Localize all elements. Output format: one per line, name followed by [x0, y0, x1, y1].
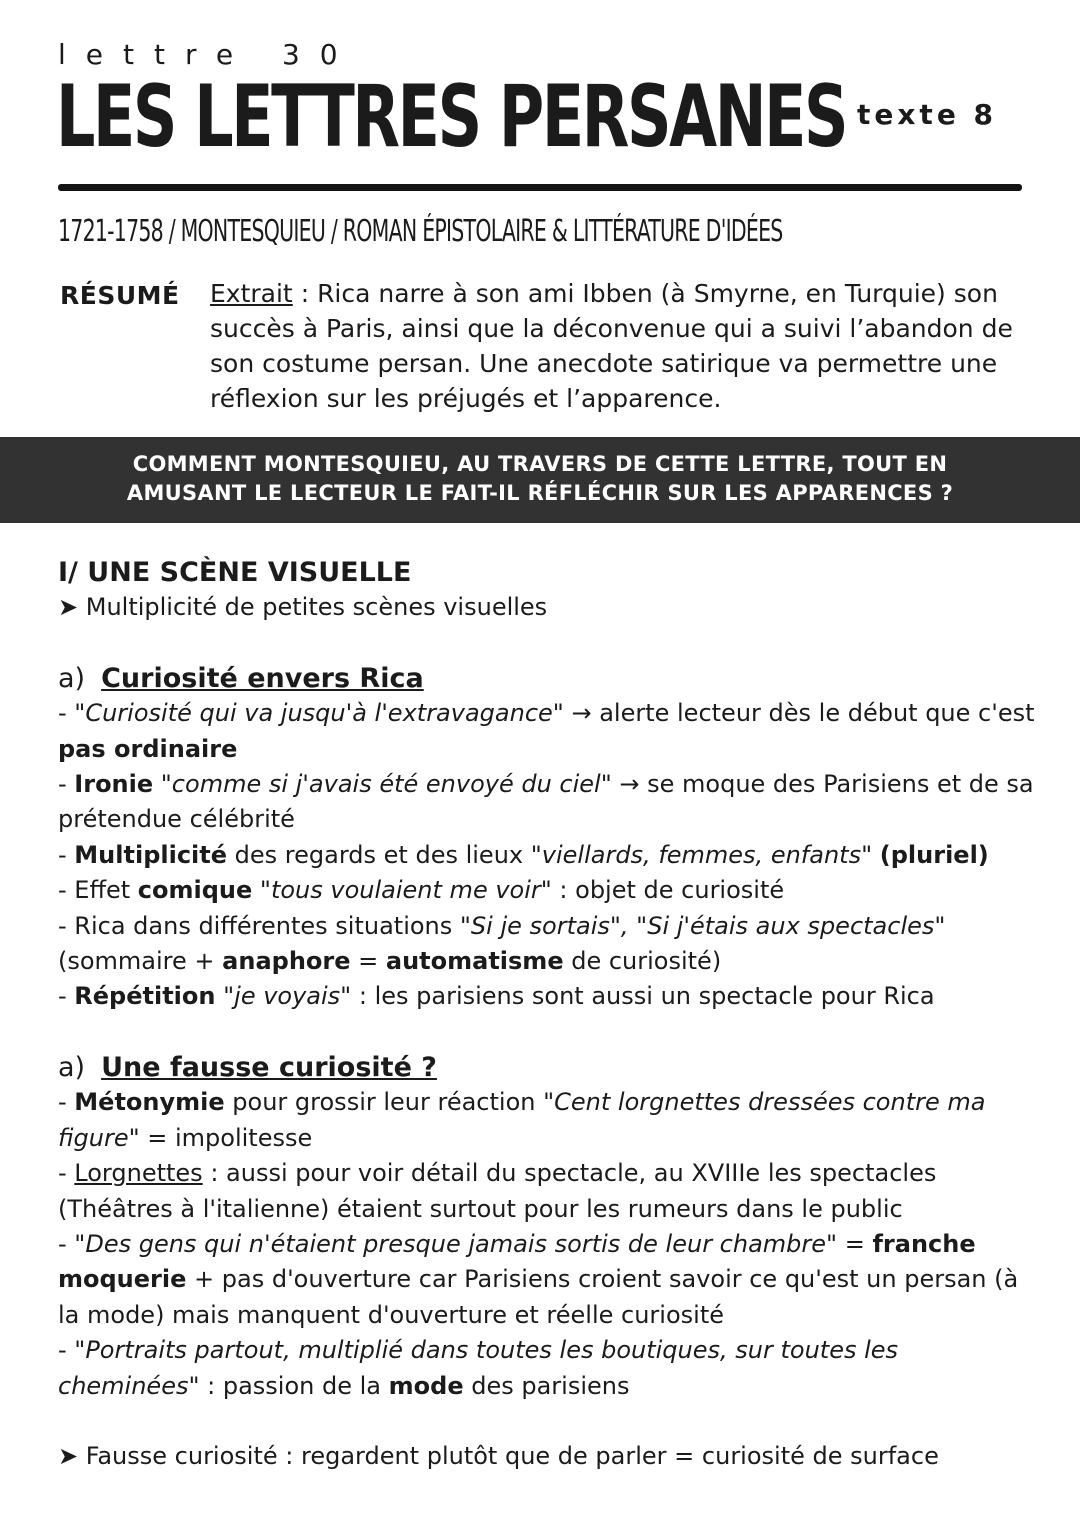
resume-body: : Rica narre à son ami Ibben (à Smyrne, en Turquie) son succès à Paris, ainsi que la déconvenue qui a suivi l’abandon de son costume persan. Une anecdote satirique va permettre une réflexion sur les préjugés et l’apparence.	[210, 279, 1013, 413]
note-line: - Effet comique "tous voulaient me voir" : objet de curiosité	[58, 876, 785, 905]
title-divider	[58, 184, 1022, 191]
note-line: - Multiplicité des regards et des lieux "viellards, femmes, enfants" (pluriel)	[58, 840, 989, 869]
resume-text	[210, 276, 1050, 416]
note-line: - "Portraits partout, multiplié dans toutes les boutiques, sur toutes les cheminées" : passion de la mode des parisiens	[58, 1336, 899, 1400]
work-metadata: 1721-1758 / MONTESQUIEU / ROMAN ÉPISTOLAIRE & LITTÉRATURE D'IDÉES	[58, 214, 783, 249]
section-conclusion: ➤ Fausse curiosité : regardent plutôt que de parler = curiosité de surface	[58, 1441, 939, 1470]
page-title: LES LETTRES PERSANES	[56, 67, 847, 167]
section-heading: I/ UNE SCÈNE VISUELLE	[58, 557, 412, 588]
problematic-line-1: COMMENT MONTESQUIEU, AU TRAVERS DE CETTE LETTRE, TOUT EN	[132, 452, 948, 476]
analysis-notes	[58, 555, 1043, 1474]
note-line: - "Des gens qui n'étaient presque jamais sortis de leur chambre" = franche moquerie + pas d'ouverture car Parisiens croient savoir ce qu'est un persan (à la mode) mais manquent d'ouverture et réelle curiosité	[58, 1229, 1019, 1329]
note-line: - Répétition "je voyais" : les parisiens sont aussi un spectacle pour Rica	[58, 982, 935, 1011]
extract-label: Extrait	[210, 279, 293, 308]
lettre-number: lettre 30	[58, 38, 358, 71]
note-line: - "Curiosité qui va jusqu'à l'extravagance" → alerte lecteur dès le début que c'est pas ordinaire	[58, 699, 1035, 763]
note-line: - Ironie "comme si j'avais été envoyé du ciel" → se moque des Parisiens et de sa prétendue célébrité	[58, 770, 1034, 834]
subsection-heading-b: a) Une fausse curiosité ?	[58, 1051, 437, 1083]
note-line: - Rica dans différentes situations "Si je sortais", "Si j'étais aux spectacles" (sommaire + anaphore = automatisme de curiosité)	[58, 911, 946, 976]
problematic-banner	[0, 437, 1080, 523]
section-intro: ➤ Multiplicité de petites scènes visuelles	[58, 593, 548, 622]
note-line: - Métonymie pour grossir leur réaction "Cent lorgnettes dressées contre ma figure" = impolitesse	[58, 1088, 986, 1152]
note-line: - Lorgnettes : aussi pour voir détail du spectacle, au XVIIIe les spectacles (Théâtres à l'italienne) étaient surtout pour les rumeurs dans le public	[58, 1159, 937, 1223]
subsection-heading-a: a) Curiosité envers Rica	[58, 662, 424, 694]
problematic-line-2: AMUSANT LE LECTEUR LE FAIT-IL RÉFLÉCHIR SUR LES APPARENCES ?	[126, 481, 954, 505]
text-number-label: texte 8	[857, 98, 998, 131]
resume-label: RÉSUMÉ	[60, 281, 180, 310]
